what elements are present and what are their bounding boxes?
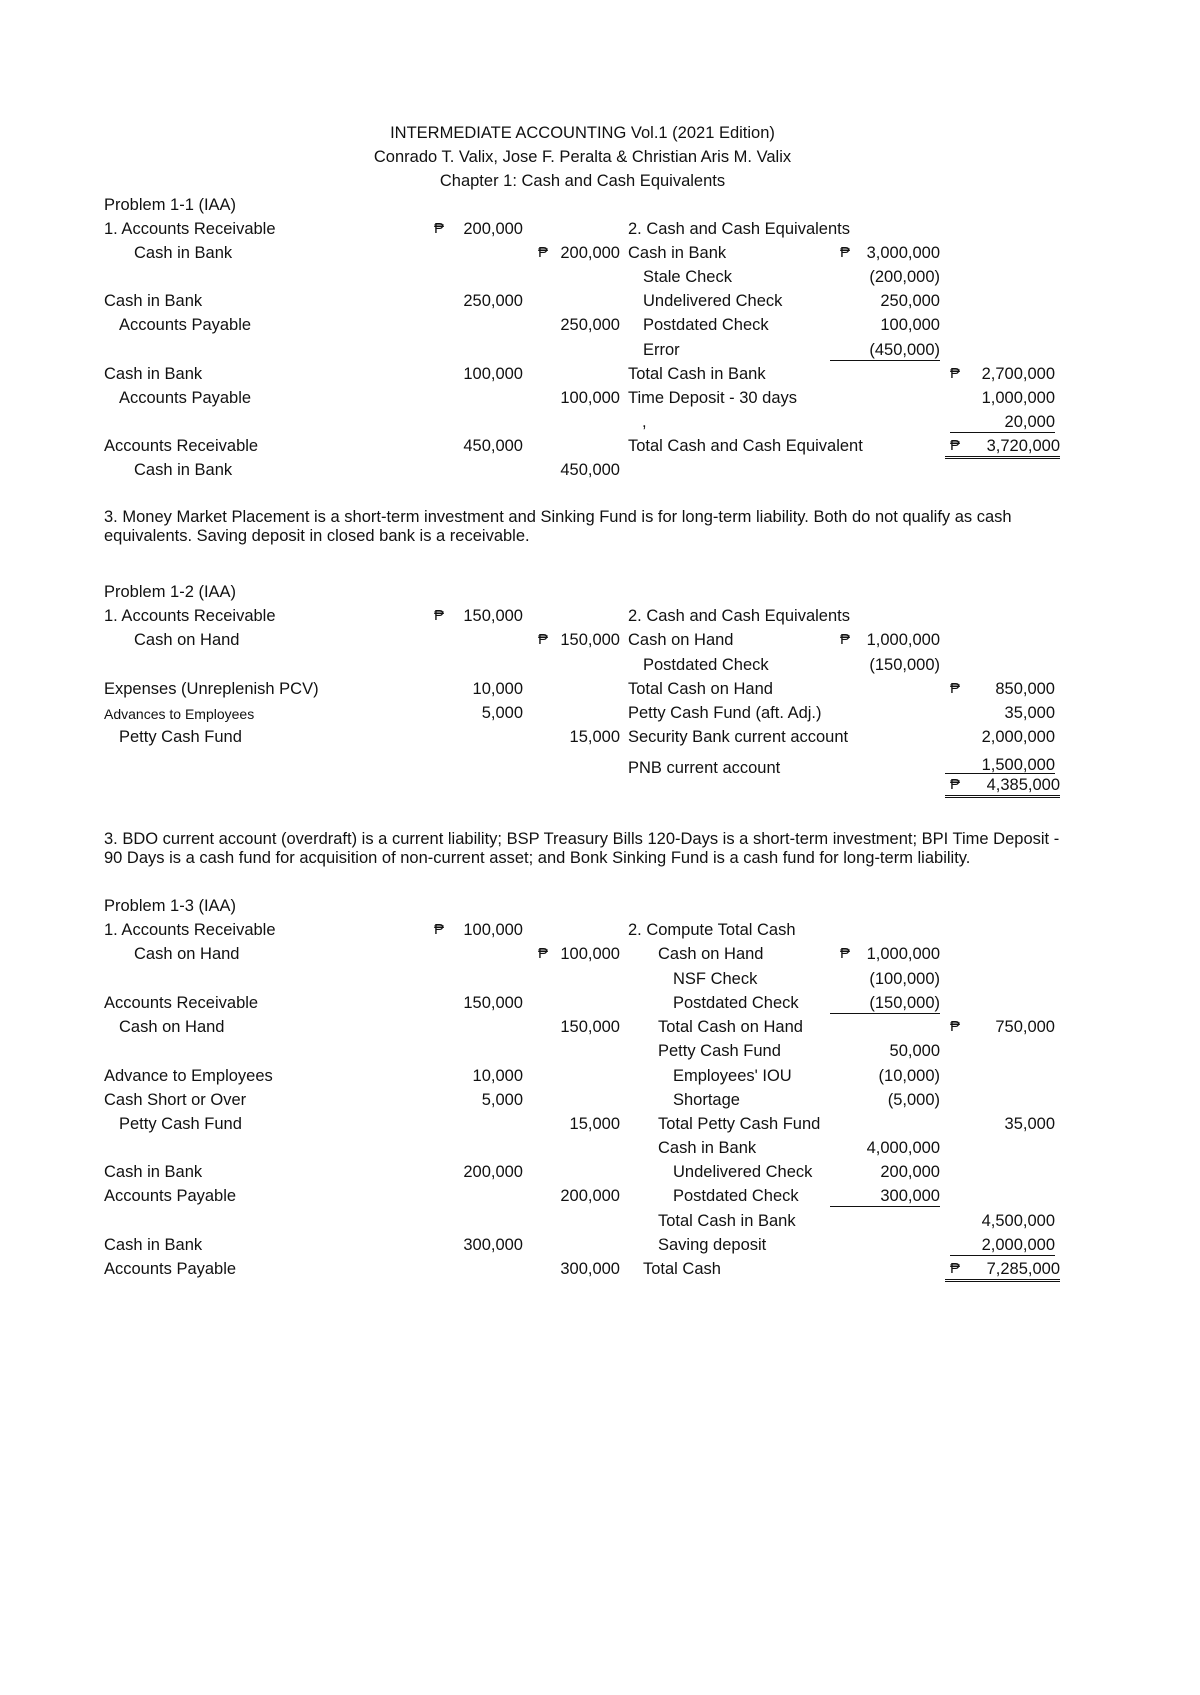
peso-sign: ₱ [434,921,445,938]
comp-label: Postdated Check [643,316,769,334]
debit-account: Advances to Employees [104,706,255,722]
credit-amount: 450,000 [560,461,620,479]
comp-amount: 1,000,000 [866,631,940,649]
comp-total: 1,000,000 [981,389,1055,407]
credit-account: Accounts Payable [104,1187,237,1205]
computation-title: 2. Cash and Cash Equivalents [628,607,850,625]
comp-label: Error [643,341,680,359]
peso-sign: ₱ [950,365,961,382]
comp-total: 2,700,000 [981,365,1055,383]
comp-total: 20,000 [950,412,1055,433]
debit-account: Cash Short or Over [104,1091,247,1109]
comp-amount: (450,000) [830,340,940,361]
debit-amount: 150,000 [463,994,523,1012]
debit-account: Accounts Receivable [104,437,259,455]
problem-title: Problem 1-1 (IAA) [104,196,237,214]
peso-sign: ₱ [538,244,549,261]
credit-account: Accounts Payable [119,389,252,407]
peso-sign: ₱ [950,680,961,697]
peso-sign: ₱ [840,945,851,962]
comp-total: 2,000,000 [981,728,1055,746]
debit-amount: 200,000 [463,220,523,238]
credit-account: Accounts Payable [119,316,252,334]
peso-sign: ₱ [950,776,961,793]
note-paragraph: 3. Money Market Placement is a short-term investment and Sinking Fund is for long-term liability. Both do not qualify as cash equivalents. Saving deposit in closed bank is a receivable. [104,508,1012,545]
doc-chapter: Chapter 1: Cash and Cash Equivalents [439,172,726,190]
comp-label: Undelivered Check [643,292,783,310]
comp-label: , [642,413,647,431]
debit-account: Cash in Bank [104,1236,203,1254]
comp-amount: 1,000,000 [866,945,940,963]
credit-account: Cash on Hand [134,631,240,649]
comp-label: Total Cash [643,1260,721,1278]
credit-account: Cash in Bank [134,461,233,479]
comp-label: PNB current account [628,759,781,777]
computation-title: 2. Compute Total Cash [628,921,796,939]
credit-account: Petty Cash Fund [119,728,242,746]
problem-title: Problem 1-2 (IAA) [104,583,237,601]
comp-label: Shortage [673,1091,740,1109]
comp-amount: (10,000) [878,1067,940,1085]
debit-account: Advance to Employees [104,1067,273,1085]
credit-account: Petty Cash Fund [119,1115,242,1133]
debit-amount: 10,000 [472,680,523,698]
comp-total: 35,000 [1004,704,1055,722]
comp-total: 750,000 [995,1018,1055,1036]
comp-grand-total: 4,385,000 [945,775,1060,798]
debit-account: Expenses (Unreplenish PCV) [104,680,319,698]
credit-account: Cash on Hand [134,945,240,963]
debit-account: 1. Accounts Receivable [104,607,276,625]
debit-amount: 300,000 [463,1236,523,1254]
peso-sign: ₱ [434,220,445,237]
credit-amount: 200,000 [560,1187,620,1205]
comp-amount: (150,000) [830,993,940,1014]
comp-amount: 3,000,000 [866,244,940,262]
debit-amount: 450,000 [463,437,523,455]
comp-amount: (150,000) [869,656,940,674]
comp-label: Total Cash in Bank [628,365,766,383]
comp-label: Cash on Hand [658,945,764,963]
credit-amount: 150,000 [560,631,620,649]
credit-amount: 100,000 [560,945,620,963]
comp-label: Total Petty Cash Fund [658,1115,821,1133]
comp-label: Total Cash and Cash Equivalent [628,437,863,455]
comp-label: Total Cash on Hand [658,1018,803,1036]
debit-amount: 250,000 [463,292,523,310]
credit-amount: 200,000 [560,244,620,262]
comp-grand-total: 7,285,000 [945,1259,1060,1282]
comp-amount: (200,000) [869,268,940,286]
note-paragraph: 3. BDO current account (overdraft) is a current liability; BSP Treasury Bills 120-Days is a short-term investment; BPI Time Deposit - 90 Days is a cash fund for acquisition of non-current asset; and Bonk Sinking Fund is a cash fund for long-term liability. [104,830,1060,867]
debit-account: 1. Accounts Receivable [104,220,276,238]
comp-label: Cash on Hand [628,631,734,649]
credit-amount: 300,000 [560,1260,620,1278]
comp-label: Petty Cash Fund (aft. Adj.) [628,704,822,722]
comp-label: Employees' IOU [673,1067,792,1085]
peso-sign: ₱ [950,1018,961,1035]
doc-authors: Conrado T. Valix, Jose F. Peralta & Christian Aris M. Valix [373,148,792,166]
peso-sign: ₱ [840,631,851,648]
debit-account: Cash in Bank [104,1163,203,1181]
doc-title: INTERMEDIATE ACCOUNTING Vol.1 (2021 Edition) [390,124,775,142]
debit-amount: 200,000 [463,1163,523,1181]
comp-label: Time Deposit - 30 days [628,389,798,407]
comp-total: 4,500,000 [981,1212,1055,1230]
comp-label: Total Cash in Bank [658,1212,796,1230]
peso-sign: ₱ [950,437,961,454]
peso-sign: ₱ [434,607,445,624]
comp-total: 2,000,000 [950,1235,1055,1256]
comp-amount: (5,000) [887,1091,940,1109]
credit-amount: 250,000 [560,316,620,334]
credit-account: Cash on Hand [119,1018,225,1036]
computation-title: 2. Cash and Cash Equivalents [628,220,850,238]
comp-amount: 4,000,000 [866,1139,940,1157]
problem-title: Problem 1-3 (IAA) [104,897,237,915]
comp-total: 1,500,000 [945,757,1055,774]
comp-label: Postdated Check [643,656,769,674]
debit-amount: 100,000 [463,921,523,939]
peso-sign: ₱ [538,945,549,962]
debit-account: 1. Accounts Receivable [104,921,276,939]
comp-amount: 200,000 [880,1163,940,1181]
comp-grand-total: 3,720,000 [945,436,1060,459]
comp-total: 35,000 [1004,1115,1055,1133]
peso-sign: ₱ [840,244,851,261]
credit-amount: 15,000 [569,728,620,746]
credit-account: Accounts Payable [104,1260,237,1278]
debit-account: Cash in Bank [104,365,203,383]
comp-total: 850,000 [995,680,1055,698]
comp-label: Total Cash on Hand [628,680,773,698]
comp-label: Saving deposit [658,1236,767,1254]
debit-account: Cash in Bank [104,292,203,310]
debit-amount: 100,000 [463,365,523,383]
comp-label: Postdated Check [673,1187,799,1205]
comp-label: Undelivered Check [673,1163,813,1181]
debit-amount: 5,000 [481,704,523,722]
comp-amount: (100,000) [869,970,940,988]
comp-amount: 250,000 [880,292,940,310]
peso-sign: ₱ [538,631,549,648]
comp-label: Cash in Bank [628,244,727,262]
debit-account: Accounts Receivable [104,994,259,1012]
debit-amount: 10,000 [472,1067,523,1085]
comp-label: Cash in Bank [658,1139,757,1157]
credit-account: Cash in Bank [134,244,233,262]
comp-amount: 50,000 [889,1042,940,1060]
comp-label: NSF Check [673,970,758,988]
debit-amount: 150,000 [463,607,523,625]
credit-amount: 100,000 [560,389,620,407]
comp-label: Petty Cash Fund [658,1042,781,1060]
comp-amount: 300,000 [830,1186,940,1207]
comp-label: Security Bank current account [628,728,849,746]
comp-label: Postdated Check [673,994,799,1012]
debit-amount: 5,000 [481,1091,523,1109]
comp-label: Stale Check [643,268,732,286]
comp-amount: 100,000 [880,316,940,334]
peso-sign: ₱ [950,1260,961,1277]
credit-amount: 15,000 [569,1115,620,1133]
credit-amount: 150,000 [560,1018,620,1036]
